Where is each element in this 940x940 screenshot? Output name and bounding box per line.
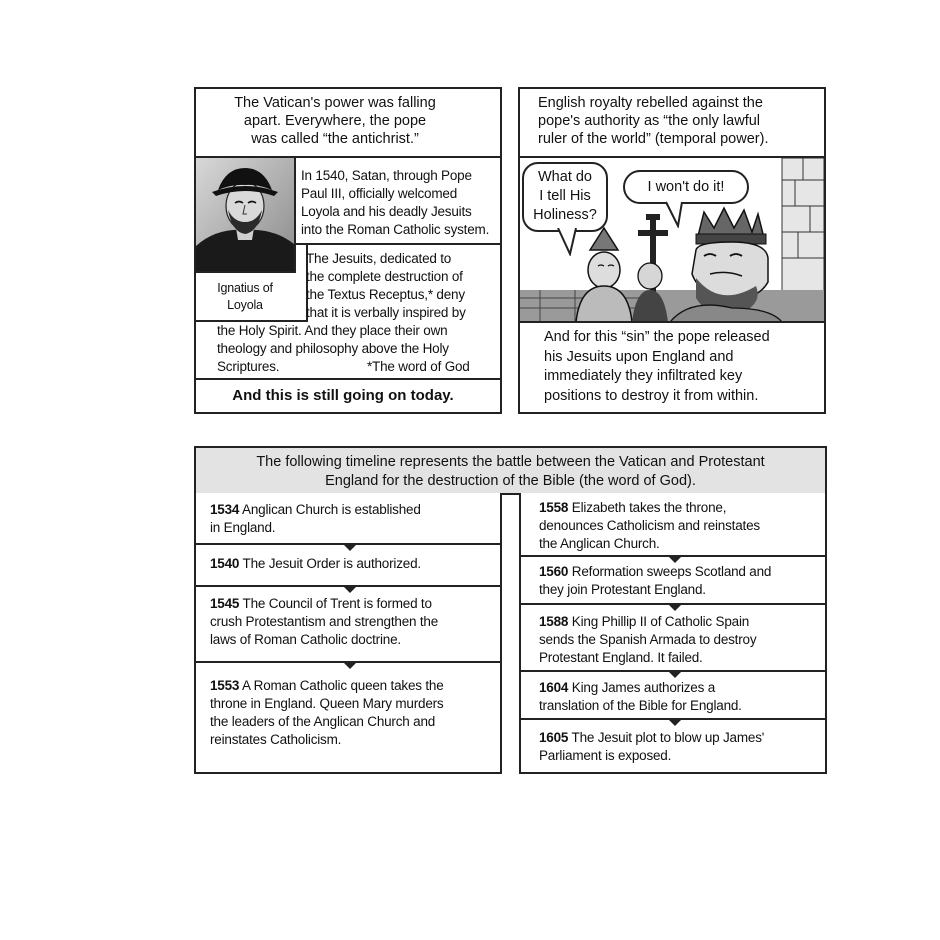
speech-bubble-pope: What do I tell His Holiness? (522, 162, 608, 232)
timeline-entry-1545: 1545 The Council of Trent is formed to crush Protestantism and strengthen the laws of Roman Catholic doctrine. (210, 596, 439, 647)
left-intro-text: The Vatican's power was falling apart. Everywhere, the pope was called “the antichrist.” (234, 95, 436, 147)
bubble-tail-king (662, 200, 688, 228)
timeline-right-column (519, 493, 827, 774)
divider (294, 158, 296, 272)
footnote: *The word of God (367, 359, 470, 374)
scriptures-line: Scriptures. *The word of God (217, 359, 470, 374)
satan-paul-text: In 1540, Satan, through Pope Paul III, officially welcomed Loyola and his deadly Jesuits into the Roman Catholic system. (301, 168, 490, 237)
portrait-image (196, 158, 294, 271)
timeline-entry-1560: 1560 Reformation sweeps Scotland and they join Protestant England. (539, 564, 772, 597)
timeline-entry-1588: 1588 King Phillip II of Catholic Spain sends the Spanish Armada to destroy Protestant England. It failed. (539, 614, 757, 665)
timeline-entry-1604: 1604 King James authorizes a translation of the Bible for England. (539, 680, 742, 713)
speech-bubble-king: I won't do it! (623, 170, 749, 204)
timeline-entry-1553: 1553 A Roman Catholic queen takes the throne in England. Queen Mary murders the leaders of the Anglican Church and reinstates Catholicism. (210, 678, 444, 747)
bubble-tail-pope (556, 228, 580, 256)
divider (294, 243, 502, 245)
portrait-ignatius-loyola (196, 158, 294, 271)
jesuits-text-continued: the Holy Spirit. And they place their own theology and philosophy above the Holy Scriptures. *The word of God (217, 322, 499, 376)
right-intro-text: English royalty rebelled against the pope's authority as “the only lawful ruler of the world” (temporal power). (538, 95, 769, 147)
right-outro-text: And for this “sin” the pope released his Jesuits upon England and immediately they infiltrated key positions to destroy it from within. (544, 329, 770, 404)
jesuits-text: The Jesuits, dedicated to the complete destruction of the Textus Receptus,* deny that it is verbally inspired by (306, 251, 466, 320)
timeline-entry-1558: 1558 Elizabeth takes the throne, denounces Catholicism and reinstates the Anglican Church. (539, 500, 760, 551)
closing-statement: And this is still going on today. (232, 387, 454, 404)
divider (518, 321, 826, 323)
divider (194, 271, 296, 273)
divider (194, 378, 502, 380)
timeline-left-column (194, 493, 502, 774)
portrait-caption: Ignatius of Loyola (217, 281, 273, 312)
timeline-entry-1534: 1534 Anglican Church is established in England. (210, 502, 421, 535)
timeline-entry-1540: 1540 The Jesuit Order is authorized. (210, 556, 421, 571)
timeline-header: The following timeline represents the battle between the Vatican and Protestant England for the destruction of the Bible (the word of God). (194, 446, 827, 495)
timeline-entry-1605: 1605 The Jesuit plot to blow up James' Parliament is exposed. (539, 730, 765, 763)
